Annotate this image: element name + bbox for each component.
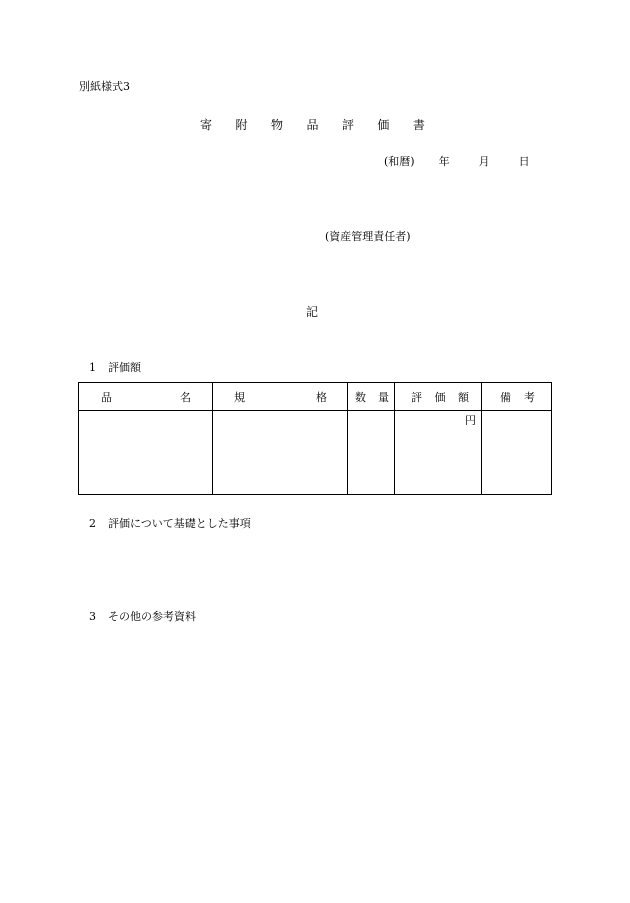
valuation-table bbox=[78, 382, 552, 495]
header-char: 規 bbox=[234, 390, 245, 404]
header-char: 価 bbox=[434, 390, 446, 404]
header-char: 備 bbox=[500, 390, 511, 404]
section-number: 2 bbox=[89, 517, 96, 530]
title-char: 評 bbox=[341, 118, 354, 132]
section-heading-valuation bbox=[89, 362, 141, 373]
date-month-unit: 月 bbox=[478, 155, 490, 168]
form-number: 別紙様式3 bbox=[79, 80, 130, 93]
header-divider bbox=[79, 410, 551, 411]
date-era: (和暦) bbox=[384, 155, 415, 168]
yen-unit: 円 bbox=[465, 414, 476, 427]
header-valuation bbox=[411, 383, 469, 410]
title-char: 寄 bbox=[200, 118, 213, 132]
section-number: 1 bbox=[89, 361, 96, 374]
header-char: 数 bbox=[355, 390, 366, 404]
date-day-unit: 日 bbox=[518, 155, 530, 168]
section-heading-references bbox=[89, 611, 196, 622]
header-char: 品 bbox=[101, 390, 112, 404]
header-item-name bbox=[101, 383, 191, 410]
title-char: 価 bbox=[377, 118, 390, 132]
date-line bbox=[384, 156, 530, 167]
column-divider bbox=[347, 383, 348, 494]
header-char: 評 bbox=[411, 390, 422, 404]
header-char: 名 bbox=[180, 390, 191, 404]
column-divider bbox=[212, 383, 213, 494]
header-char: 額 bbox=[458, 390, 469, 404]
section-title: その他の参考資料 bbox=[108, 610, 196, 623]
date-year-unit: 年 bbox=[438, 155, 450, 168]
column-divider bbox=[394, 383, 395, 494]
ki-label: 記 bbox=[306, 305, 319, 319]
manager-label: (資産管理責任者) bbox=[325, 230, 411, 243]
header-char: 格 bbox=[316, 390, 327, 404]
document-title bbox=[200, 119, 425, 131]
section-number: 3 bbox=[89, 610, 96, 623]
header-quantity bbox=[355, 383, 389, 410]
section-title: 評価について基礎とした事項 bbox=[108, 517, 251, 530]
column-divider bbox=[481, 383, 482, 494]
title-char: 品 bbox=[306, 118, 319, 132]
section-heading-basis bbox=[89, 518, 251, 529]
title-char: 物 bbox=[270, 118, 283, 132]
header-char: 量 bbox=[378, 390, 389, 404]
section-title: 評価額 bbox=[108, 361, 141, 374]
header-specification bbox=[234, 383, 327, 410]
header-remarks bbox=[500, 383, 535, 410]
header-char: 考 bbox=[524, 390, 535, 404]
title-char: 附 bbox=[235, 118, 248, 132]
title-char: 書 bbox=[412, 118, 425, 132]
